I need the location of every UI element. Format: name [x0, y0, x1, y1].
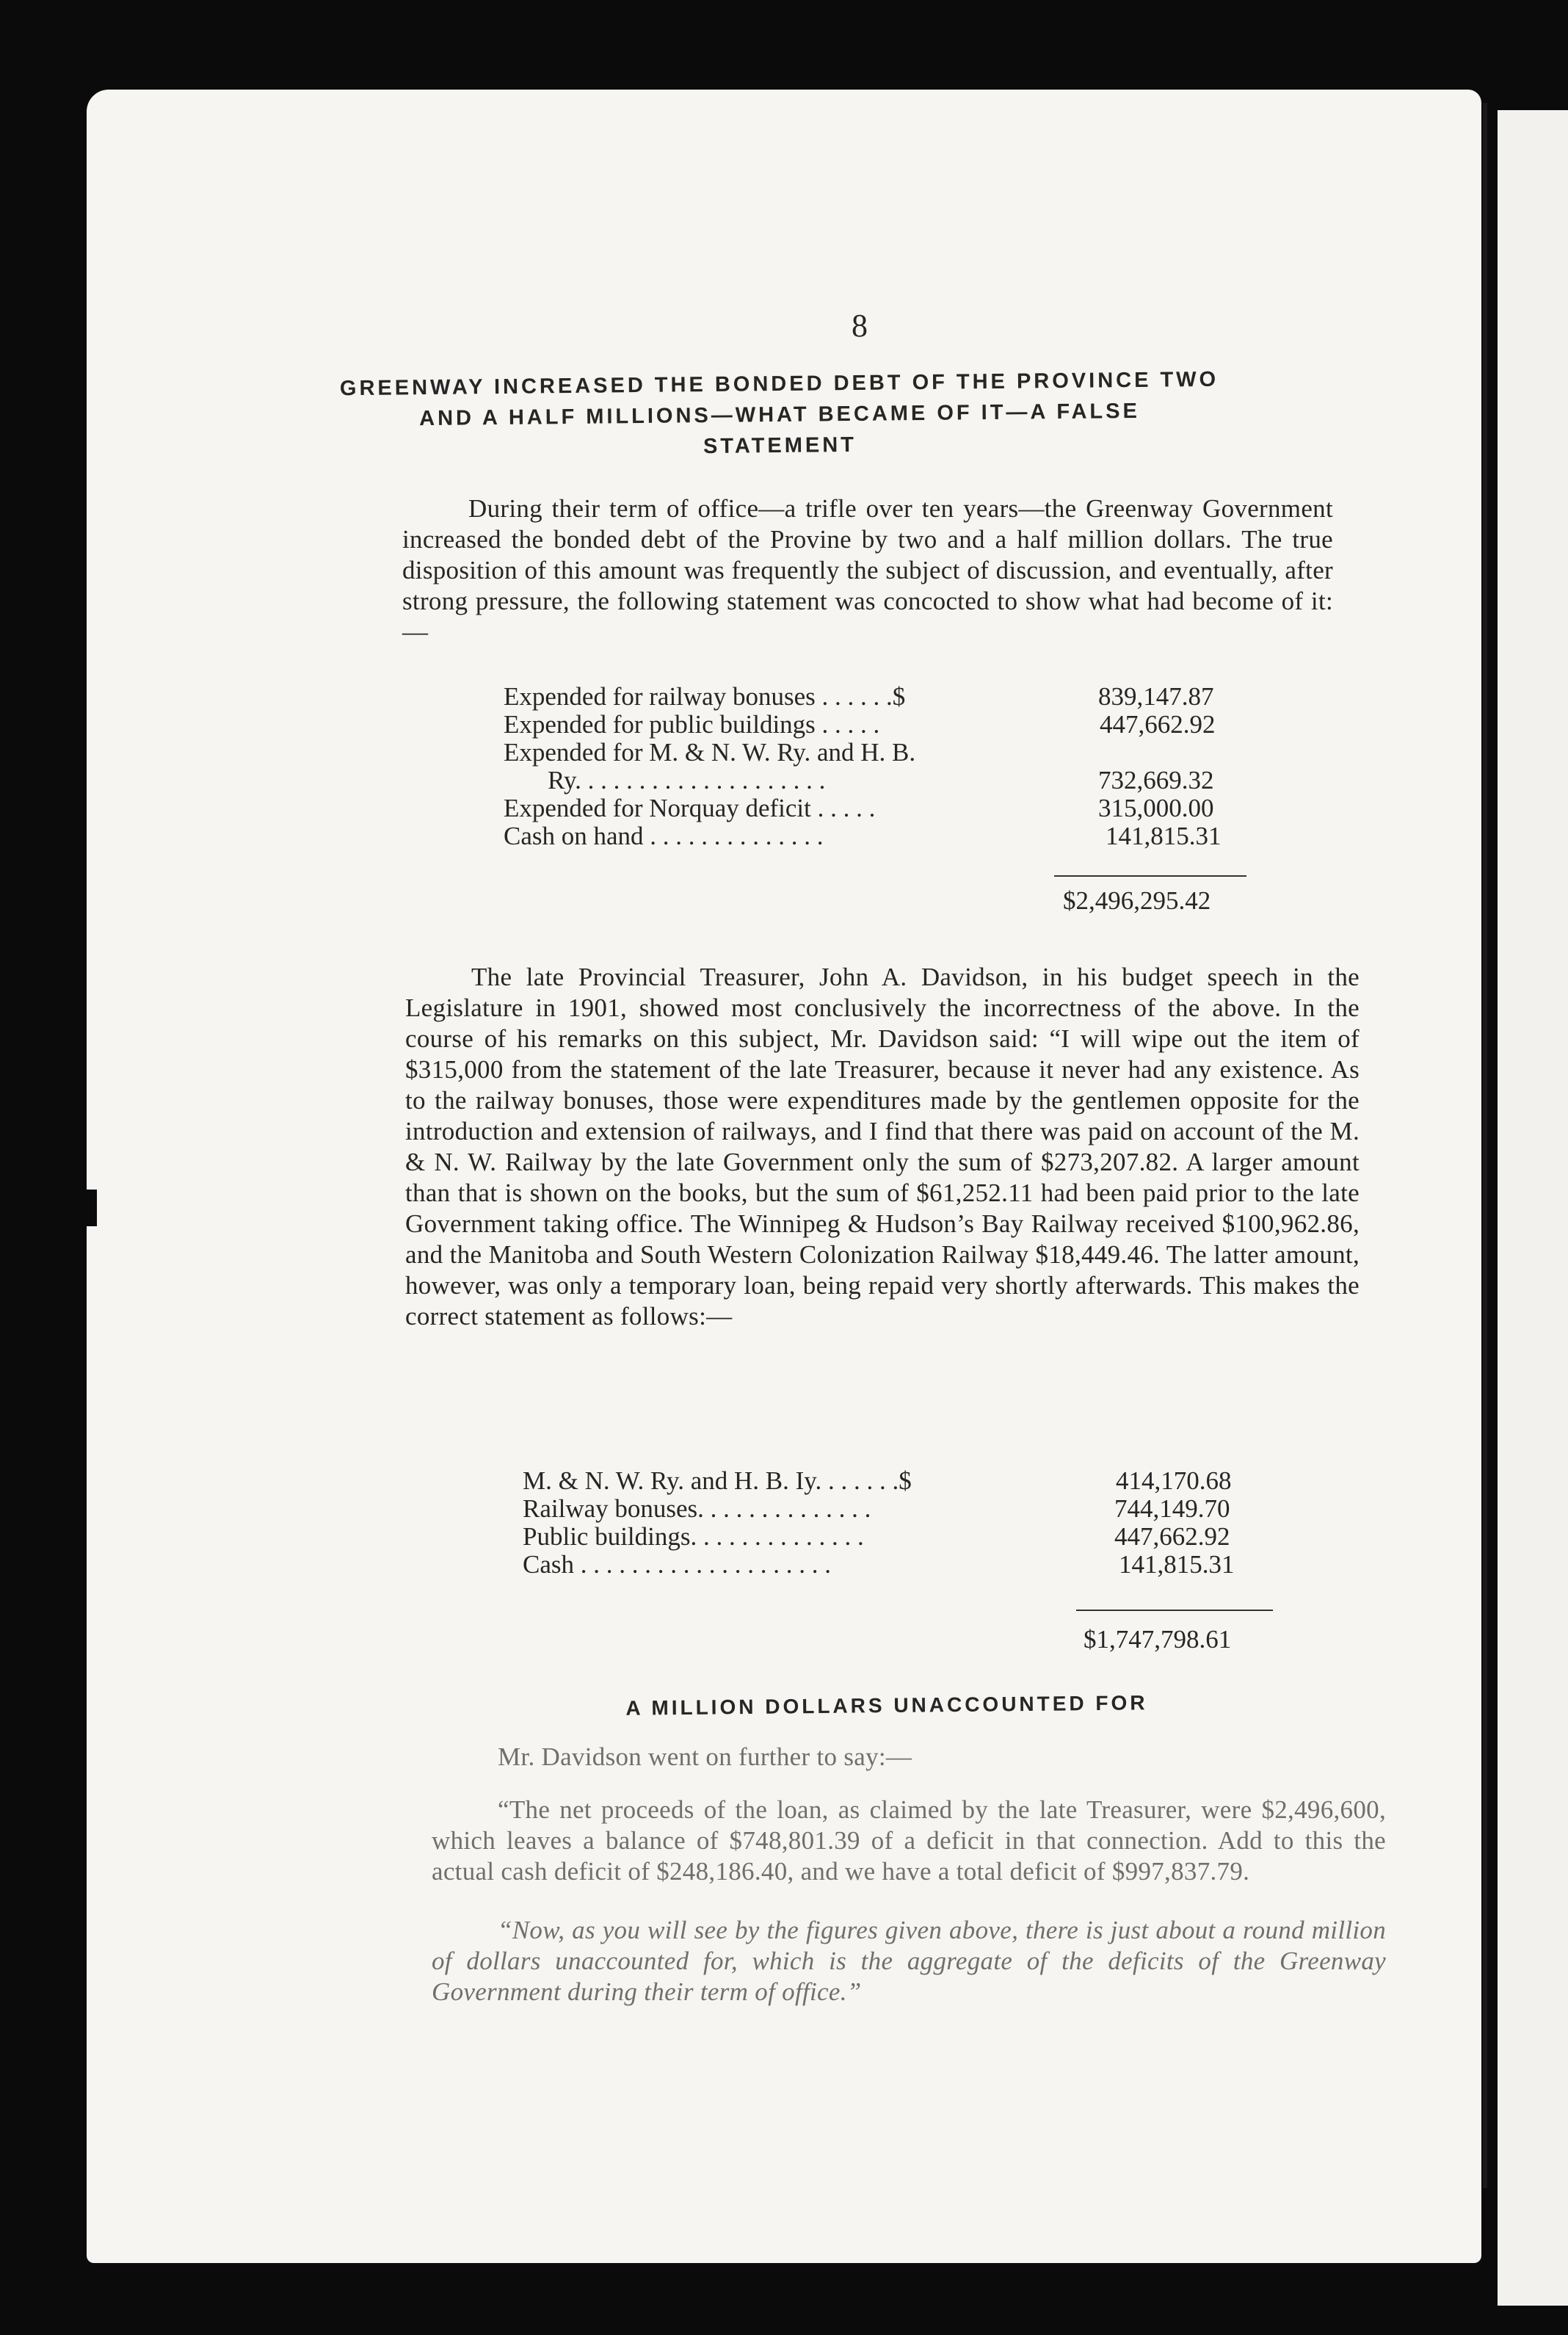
- page-number: 8: [852, 308, 868, 344]
- table-row: Expended for railway bonuses . . . . . .$ 839,147.87: [504, 682, 1214, 711]
- statement-total: $2,496,295.42: [1063, 886, 1211, 915]
- table-row: Expended for Norquay deficit . . . . . 315,000.00: [504, 794, 1214, 822]
- heading-line-2: AND A HALF MILLIONS—WHAT BECAME OF IT—A FALSE: [418, 399, 1140, 431]
- paragraph-quote-1: “The net proceeds of the loan, as claimed by the late Treasurer, were $2,496,600, which leaves a balance of $748,801.39 of a deficit in that connection. Add to this the actual cash deficit of $248,186.40, and we have a total deficit of $997,837.79.: [432, 1795, 1386, 1886]
- paragraph-further: Mr. Davidson went on further to say:—: [498, 1742, 912, 1771]
- table-row: Cash on hand . . . . . . . . . . . . . . 141,815.31: [504, 822, 1222, 850]
- paragraph-quote-2: “Now, as you will see by the figures given above, there is just about a round million of dollars unaccounted for, which is the aggregate of the deficits of the Greenway Government during their term of office.”: [432, 1916, 1386, 2006]
- paragraph-davidson: The late Provincial Treasurer, John A. Davidson, in his budget speech in the Legislature in 1901, showed most conclusively the incorrectness of the above. In the course of his remarks on this subject, Mr. Davidson said: “I will wipe out the item of $315,000 from the statement of the late Treasurer, because it never had any existence. As to the railway bonuses, those were expenditures made by the gentlemen opposite for the introduction and extension of railways, and I find that there was paid on account of the M. & N. W. Railway by the late Government only the sum of $273,207.82. A larger amount than that is shown on the books, but the sum of $61,252.11 had been paid prior to the late Government taking office. The Winnipeg & Hudson’s Bay Railway received $100,962.86, and the Manitoba and South Western Colonization Railway $18,449.46. The latter amount, however, was only a temporary loan, being repaid very shortly afterwards. This makes the correct statement as follows:—: [405, 963, 1360, 1331]
- paragraph-intro: During their term of office—a trifle over ten years—the Greenway Government increased the bonded debt of the Provine by two and a half million dollars. The true disposition of this amount was frequently the subject of discussion, and eventually, after strong pressure, the following statement was concocted to show what had become of it:—: [402, 494, 1333, 646]
- statement-table-2: [523, 1466, 1271, 1654]
- statement-total: $1,747,798.61: [1084, 1625, 1232, 1654]
- total-rule: [1076, 1610, 1273, 1611]
- subsection-heading: A MILLION DOLLARS UNACCOUNTED FOR: [625, 1691, 1148, 1720]
- table-row: Railway bonuses. . . . . . . . . . . . . . 744,149.70: [523, 1494, 1230, 1523]
- table-row: Cash . . . . . . . . . . . . . . . . . . . . 141,815.31: [523, 1550, 1235, 1579]
- heading-line-3: STATEMENT: [703, 432, 857, 459]
- section-heading: [302, 363, 1257, 466]
- total-rule: [1054, 875, 1246, 877]
- table-row: M. & N. W. Ry. and H. B. Iy. . . . . . .$ 414,170.68: [523, 1466, 1232, 1495]
- table-row: Expended for M. & N. W. Ry. and H. B.: [504, 738, 916, 767]
- heading-line-1: GREENWAY INCREASED THE BONDED DEBT OF THE PROVINCE TWO: [339, 367, 1219, 401]
- statement-table-1: [504, 682, 1252, 915]
- table-row: Public buildings. . . . . . . . . . . . . . 447,662.92: [523, 1522, 1230, 1551]
- table-row: Ry. . . . . . . . . . . . . . . . . . . . 732,669.32: [548, 766, 1214, 794]
- table-row: Expended for public buildings . . . . . 447,662.92: [504, 710, 1216, 739]
